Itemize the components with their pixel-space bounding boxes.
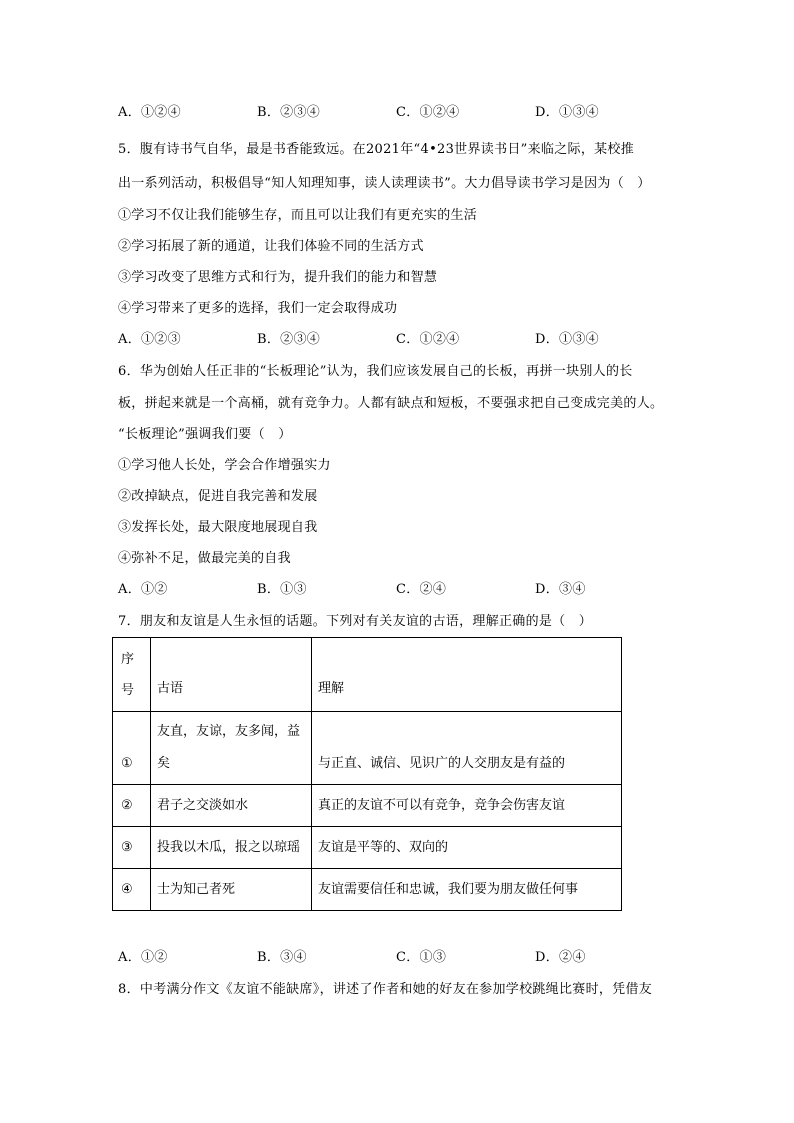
table-row	[113, 869, 622, 911]
q6-stem-line-2: 板，拼起来就是一个高桶，就有竞争力。人都有缺点和短板，不要强求把自己变成完美的人。	[118, 396, 664, 411]
header-ancient-cell	[151, 638, 312, 712]
row-1-ancient-line-1: 友直，友谅，友多闻，益	[157, 724, 301, 739]
q6-option-d: D．③④	[535, 582, 586, 597]
q6-statement-3: ③发挥长处，最大限度地展现自我	[118, 520, 318, 535]
q5-option-c: C．①②④	[396, 332, 460, 347]
q5-option-b: B．②③④	[257, 332, 321, 347]
row-3-meaning: 友谊是平等的、双向的	[312, 827, 622, 869]
q6-statement-2: ②改掉缺点，促进自我完善和发展	[118, 489, 318, 504]
table-row	[113, 827, 622, 869]
q4-option-a: A．①②④	[118, 105, 181, 120]
table-row	[113, 712, 622, 785]
q4-option-b: B．②③④	[257, 105, 321, 120]
row-4-meaning: 友谊需要信任和忠诚，我们要为朋友做任何事	[312, 869, 622, 911]
q5-option-d: D．①③④	[535, 332, 599, 347]
row-1-ancient-line-2: 矣	[157, 756, 171, 771]
q7-option-a: A．①②	[118, 950, 168, 965]
q7-proverb-table	[112, 637, 622, 911]
q5-option-a: A．①②③	[118, 332, 181, 347]
row-1-ancient-cell	[151, 712, 312, 785]
row-2-ancient: 君子之交淡如水	[151, 785, 312, 827]
q6-option-c: C．②④	[396, 582, 447, 597]
row-3-num: ③	[113, 827, 151, 869]
q6-statement-1: ①学习他人长处，学会合作增强实力	[118, 458, 331, 473]
row-3-ancient: 投我以木瓜，报之以琼瑶	[151, 827, 312, 869]
q5-statement-4: ④学习带来了更多的选择，我们一定会取得成功	[118, 301, 398, 316]
q7-option-d: D．②④	[535, 950, 586, 965]
q5-statement-1: ①学习不仅让我们能够生存，而且可以让我们有更充实的生活	[118, 208, 478, 223]
header-meaning: 理解	[318, 681, 345, 696]
row-4-ancient: 士为知己者死	[151, 869, 312, 911]
q4-option-c: C．①②④	[396, 105, 460, 120]
q7-option-c: C．①③	[396, 950, 447, 965]
row-2-num: ②	[113, 785, 151, 827]
q6-option-a: A．①②	[118, 582, 168, 597]
q6-stem-line-1: 6．华为创始人任正非的“长板理论”认为，我们应该发展自己的长板，再拼一块别人的长	[118, 364, 633, 379]
row-4-num: ④	[113, 869, 151, 911]
table-row	[113, 785, 622, 827]
q6-stem-line-3: “长板理论”强调我们要（ ）	[118, 427, 292, 442]
row-1-meaning: 与正直、诚信、见识广的人交朋友是有益的	[312, 712, 622, 785]
q5-stem-line-1: 5．腹有诗书气自华，最是书香能致远。在2021年“4•23世界读书日”来临之际，某校推	[118, 142, 635, 157]
row-1-num: ①	[113, 712, 151, 785]
q6-option-b: B．①③	[257, 582, 307, 597]
q7-option-b: B．③④	[257, 950, 307, 965]
q8-stem-line-1: 8．中考满分作文《友谊不能缺席》，讲述了作者和她的好友在参加学校跳绳比赛时，凭借友	[118, 982, 653, 997]
q4-option-d: D．①③④	[535, 105, 599, 120]
q5-statement-3: ③学习改变了思维方式和行为，提升我们的能力和智慧	[118, 270, 438, 285]
header-ancient: 古语	[157, 681, 184, 696]
row-2-meaning: 真正的友谊不可以有竞争，竞争会伤害友谊	[312, 785, 622, 827]
header-num-line-1: 序	[121, 651, 135, 667]
header-meaning-cell	[312, 638, 622, 712]
q6-statement-4: ④弥补不足，做最完美的自我	[118, 551, 291, 566]
header-num-cell	[113, 638, 151, 712]
q5-statement-2: ②学习拓展了新的通道，让我们体验不同的生活方式	[118, 239, 424, 254]
header-num-line-2: 号	[121, 682, 135, 698]
q7-stem: 7．朋友和友谊是人生永恒的话题。下列对有关友谊的古语，理解正确的是（ ）	[118, 614, 593, 629]
table-header-row	[113, 638, 622, 712]
q5-stem-line-2: 出一系列活动，积极倡导“知人知理知事，读人读理读书”。大力倡导读书学习是因为（ ）	[118, 176, 651, 191]
